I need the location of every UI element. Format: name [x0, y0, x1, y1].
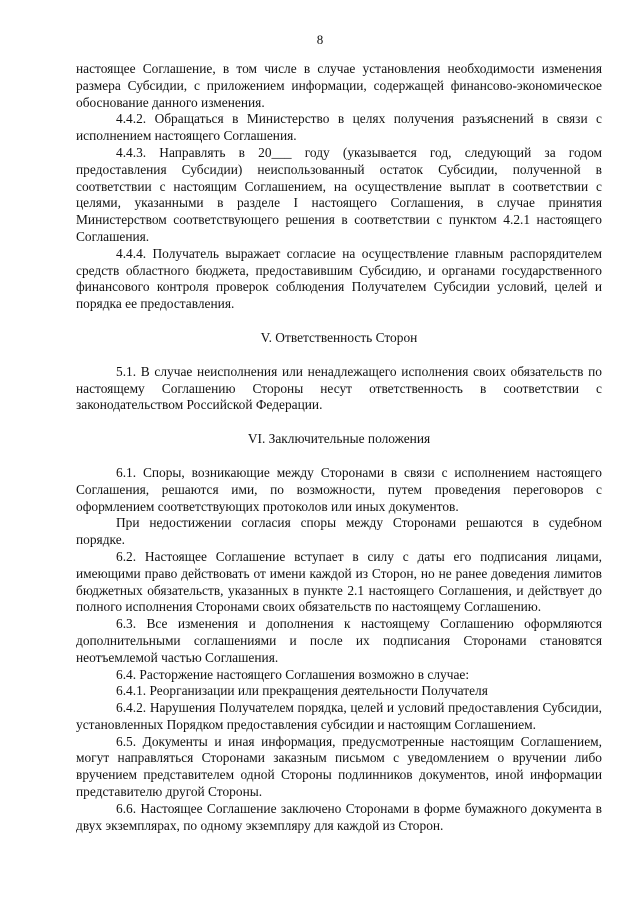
section-spacer — [76, 313, 602, 330]
paragraph: 4.4.3. Направлять в 20___ году (указывается год, следующий за годом предоставления Субсидии) неиспользованный остаток Субсидии, полученной в соответствии с настоящим Соглашением, на осуществление выплат в соответствии с целями, указанными в разделе I настоящего Соглашения, в случае принятия Министерством соответствующего решения в соответствии с пунктом 4.2.1 настоящего Соглашения. — [76, 144, 602, 244]
paragraph: 4.4.2. Обращаться в Министерство в целях получения разъяснений в связи с исполнением настоящего Соглашения. — [76, 111, 602, 144]
document-body — [76, 61, 602, 834]
section-spacer — [76, 414, 602, 431]
section-heading: VI. Заключительные положения — [247, 431, 431, 447]
paragraph: 6.4.1. Реорганизации или прекращения деятельности Получателя — [116, 683, 488, 699]
paragraph: 6.5. Документы и иная информация, предусмотренные настоящим Соглашением, могут направляться Сторонами заказным письмом с уведомлением о вручении либо вручением представителем одной Стороны подлинников документов, иной информации представителю другой Стороны. — [76, 733, 602, 800]
paragraph: При недостижении согласия споры между Сторонами решаются в судебном порядке. — [76, 515, 602, 548]
page-number: 8 — [316, 32, 324, 47]
paragraph: 6.2. Настоящее Соглашение вступает в силу с даты его подписания лицами, имеющими право действовать от имени каждой из Сторон, но не ранее доведения лимитов бюджетных обязательств, указанных в пункте 2.1 настоящего Соглашения, и действует до полного исполнения Сторонами своих обязательств по настоящему Соглашению. — [76, 548, 602, 615]
paragraph: 6.3. Все изменения и дополнения к настоящему Соглашению оформляются дополнительными соглашениями и после их подписания Сторонами становятся неотъемлемой частью Соглашения. — [76, 616, 602, 665]
paragraph: 6.4. Расторжение настоящего Соглашения возможно в случае: — [116, 666, 470, 682]
paragraph: 6.4.2. Нарушения Получателем порядка, целей и условий предоставления Субсидии, установленных Порядком предоставления субсидии и настоящим Соглашением. — [76, 700, 602, 732]
paragraph: 6.6. Настоящее Соглашение заключено Сторонами в форме бумажного документа в двух экземплярах, по одному экземпляру для каждой из Сторон. — [76, 800, 602, 833]
section-heading: V. Ответственность Сторон — [260, 329, 418, 345]
paragraph: настоящее Соглашение, в том числе в случае установления необходимости изменения размера Субсидии, с приложением информации, содержащей финансово-экономическое обоснование данного изменения. — [76, 61, 602, 110]
section-spacer — [76, 448, 602, 465]
paragraph: 5.1. В случае неисполнения или ненадлежащего исполнения своих обязательств по настоящему Соглашению Стороны несут ответственность в соответствии с законодательством Российской Федерации. — [76, 363, 602, 413]
paragraph: 6.1. Споры, возникающие между Сторонами в связи с исполнением настоящего Соглашения, решаются ими, по возможности, путем проведения переговоров с оформлением соответствующих протоколов или иных документов. — [76, 464, 602, 514]
section-spacer — [76, 347, 602, 364]
paragraph: 4.4.4. Получатель выражает согласие на осуществление главным распорядителем средств областного бюджета, предоставившим Субсидию, и органами государственного финансового контроля проверок соблюдения Получателем Субсидии условий, целей и порядка ее предоставления. — [76, 245, 602, 312]
